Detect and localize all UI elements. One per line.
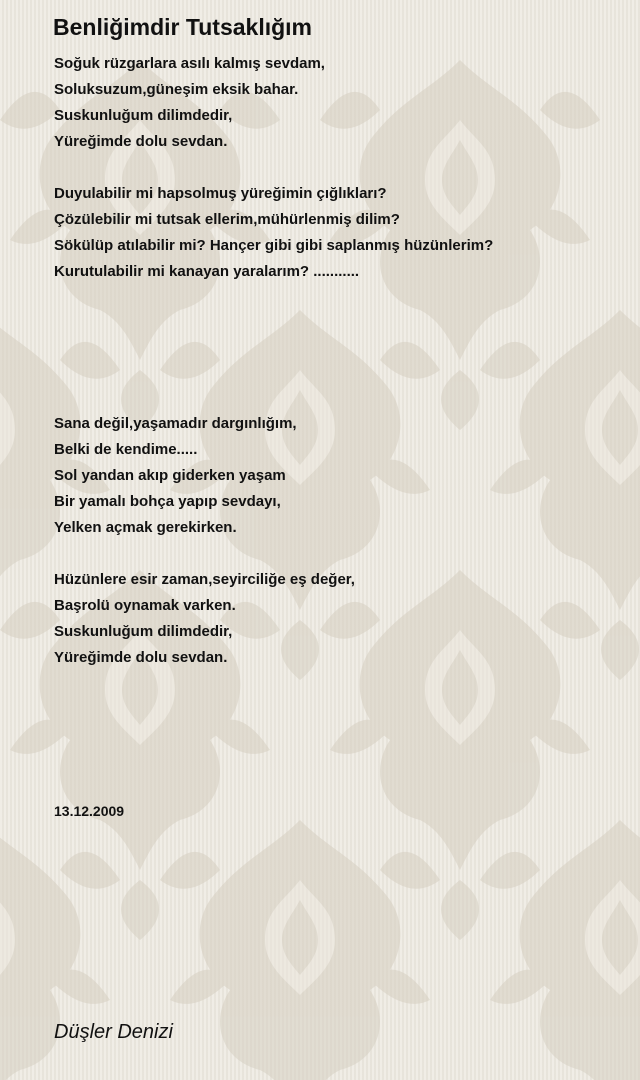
poem-line: Yüreğimde dolu sevdan. [54, 133, 228, 150]
poem-line: Suskunluğum dilimdedir, [54, 107, 233, 124]
poem-line: Belki de kendime..... [54, 441, 198, 458]
poem-line: Hüzünlere esir zaman,seyirciliğe eş değer, [54, 571, 355, 588]
poem-line: Suskunluğum dilimdedir, [54, 623, 233, 640]
poem-author: Düşler Denizi [54, 1021, 173, 1043]
poem-line: Sol yandan akıp giderken yaşam [54, 467, 286, 484]
stanza-4 [54, 567, 355, 671]
poem-line: Duyulabilir mi hapsolmuş yüreğimin çığlıkları? [54, 185, 387, 202]
stanza-1 [54, 51, 325, 155]
poem-line: Çözülebilir mi tutsak ellerim,mühürlenmiş dilim? [54, 211, 400, 228]
poem-title: Benliğimdir Tutsaklığım [53, 14, 312, 40]
poem-line: Sökülüp atılabilir mi? Hançer gibi gibi saplanmış hüzünlerim? [54, 237, 494, 254]
poem-line: Yüreğimde dolu sevdan. [54, 649, 228, 666]
stanza-3 [54, 411, 297, 541]
poem-line: Başrolü oynamak varken. [54, 597, 236, 614]
stanza-2 [54, 181, 493, 285]
poem-line: Soluksuzum,güneşim eksik bahar. [54, 81, 299, 98]
poem-line: Soğuk rüzgarlara asılı kalmış sevdam, [54, 55, 325, 72]
poem-line: Bir yamalı bohça yapıp sevdayı, [54, 493, 281, 510]
poem-date: 13.12.2009 [54, 803, 125, 819]
poem-line: Sana değil,yaşamadır dargınlığım, [54, 415, 297, 432]
poem-line: Kurutulabilir mi kanayan yaralarım? ........... [54, 263, 360, 280]
poem-line: Yelken açmak gerekirken. [54, 519, 237, 536]
